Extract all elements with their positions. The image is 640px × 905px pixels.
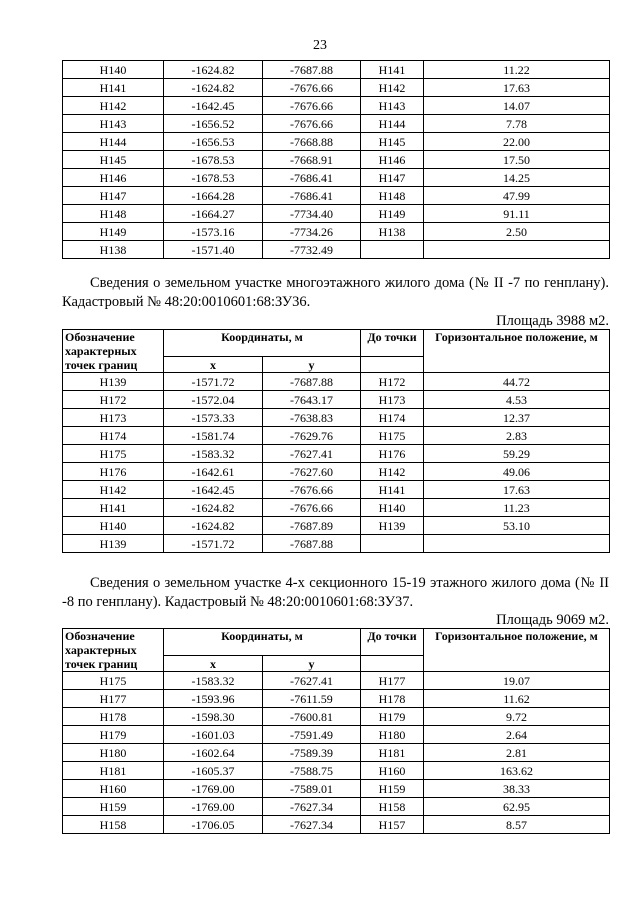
- table-cell: Н149: [361, 205, 424, 223]
- table-cell: Н142: [63, 481, 164, 499]
- header-horizontal: Горизонтальное положение, м: [424, 629, 610, 672]
- table-cell: Н139: [63, 535, 164, 553]
- table-cell: -1571.72: [164, 373, 263, 391]
- table-cell: Н174: [63, 427, 164, 445]
- table-cell: 12.37: [424, 409, 610, 427]
- table-cell: [424, 535, 610, 553]
- table-cell: Н149: [63, 223, 164, 241]
- table-row: [63, 169, 610, 187]
- table-cell: 7.78: [424, 115, 610, 133]
- table-cell: -7588.75: [263, 762, 361, 780]
- table-cell: [424, 241, 610, 259]
- table-cell: Н141: [361, 481, 424, 499]
- table-cell: -7668.88: [263, 133, 361, 151]
- table-cell: -7627.60: [263, 463, 361, 481]
- table-cell: -7732.49: [263, 241, 361, 259]
- table-cell: Н143: [63, 115, 164, 133]
- table-cell: -1624.82: [164, 517, 263, 535]
- table-cell: Н147: [361, 169, 424, 187]
- table-cell: Н144: [63, 133, 164, 151]
- table-cell: -7627.34: [263, 798, 361, 816]
- table-cell: -7687.88: [263, 535, 361, 553]
- table-cell: 38.33: [424, 780, 610, 798]
- header-point: Обозначение характерных точек границ: [63, 330, 164, 373]
- table-cell: Н160: [63, 780, 164, 798]
- table-cell: -1642.45: [164, 481, 263, 499]
- parcel-zu37-area: Площадь 9069 м2.: [496, 612, 609, 628]
- table-cell: -7676.66: [263, 97, 361, 115]
- coordinates-table-zu37: [62, 628, 610, 834]
- table-cell: Н148: [361, 187, 424, 205]
- table-cell: -1678.53: [164, 169, 263, 187]
- table-cell: Н181: [63, 762, 164, 780]
- table-cell: Н141: [63, 79, 164, 97]
- table-cell: -1581.74: [164, 427, 263, 445]
- table-cell: -7627.34: [263, 816, 361, 834]
- table-cell: Н159: [361, 780, 424, 798]
- table-cell: Н139: [63, 373, 164, 391]
- table-cell: -1642.61: [164, 463, 263, 481]
- table-cell: -1656.52: [164, 115, 263, 133]
- table-row: [63, 535, 610, 553]
- page-number: 23: [313, 38, 327, 53]
- table-row: [63, 798, 610, 816]
- table-cell: Н177: [361, 672, 424, 690]
- table-cell: Н180: [361, 726, 424, 744]
- table-cell: 91.11: [424, 205, 610, 223]
- table-cell: -1624.82: [164, 499, 263, 517]
- table2-body: [63, 373, 610, 553]
- table-row: [63, 409, 610, 427]
- table-cell: Н140: [63, 61, 164, 79]
- table-cell: Н141: [361, 61, 424, 79]
- table-cell: Н146: [63, 169, 164, 187]
- table-cell: -1598.30: [164, 708, 263, 726]
- table-cell: Н180: [63, 744, 164, 762]
- table-cell: 19.07: [424, 672, 610, 690]
- table-cell: Н179: [361, 708, 424, 726]
- table-cell: 14.07: [424, 97, 610, 115]
- table-cell: [361, 241, 424, 259]
- table-cell: 17.50: [424, 151, 610, 169]
- table-cell: -1769.00: [164, 780, 263, 798]
- table-cell: Н178: [361, 690, 424, 708]
- table-cell: 62.95: [424, 798, 610, 816]
- table-cell: -7668.91: [263, 151, 361, 169]
- table-cell: -7589.39: [263, 744, 361, 762]
- table-row: [63, 726, 610, 744]
- header-to-point: До точки: [361, 629, 424, 656]
- table-cell: Н172: [361, 373, 424, 391]
- table-cell: 2.50: [424, 223, 610, 241]
- table-cell: -7600.81: [263, 708, 361, 726]
- coordinates-table-zu36: [62, 329, 610, 553]
- table-row: [63, 816, 610, 834]
- table-cell: Н142: [361, 463, 424, 481]
- table-row: [63, 672, 610, 690]
- table-row: [63, 499, 610, 517]
- table-cell: 11.62: [424, 690, 610, 708]
- parcel-zu36-description: Сведения о земельном участке многоэтажного жилого дома (№ II -7 по генплану). Кадастровый № 48:20:0010601:68:ЗУ36.: [62, 275, 609, 310]
- table-cell: -1769.00: [164, 798, 263, 816]
- table-cell: Н148: [63, 205, 164, 223]
- table-cell: -7687.88: [263, 61, 361, 79]
- table-row: [63, 762, 610, 780]
- table-cell: 163.62: [424, 762, 610, 780]
- table-cell: -7627.41: [263, 445, 361, 463]
- table1-body: [63, 61, 610, 259]
- table-cell: -7676.66: [263, 79, 361, 97]
- table-row: [63, 463, 610, 481]
- table3-body: [63, 672, 610, 834]
- table-cell: 17.63: [424, 481, 610, 499]
- table-row: [63, 115, 610, 133]
- header-coords: Координаты, м: [164, 629, 361, 656]
- table-cell: 14.25: [424, 169, 610, 187]
- header-x: x: [164, 357, 263, 373]
- table-cell: Н145: [361, 133, 424, 151]
- table-cell: Н173: [361, 391, 424, 409]
- table-cell: Н172: [63, 391, 164, 409]
- table-cell: -1678.53: [164, 151, 263, 169]
- table-cell: Н176: [361, 445, 424, 463]
- table-cell: Н159: [63, 798, 164, 816]
- table-cell: Н181: [361, 744, 424, 762]
- table-cell: Н138: [361, 223, 424, 241]
- parcel-zu37-description: Сведения о земельном участке 4-х секционного 15-19 этажного жилого дома (№ II -8 по генплану). Кадастровый № 48:20:0010601:68:ЗУ37.: [62, 575, 609, 610]
- table-cell: -1593.96: [164, 690, 263, 708]
- table-row: [63, 373, 610, 391]
- header-coords: Координаты, м: [164, 330, 361, 357]
- table-row: [63, 151, 610, 169]
- table-row: [63, 61, 610, 79]
- table-row: [63, 427, 610, 445]
- header-blank: [361, 357, 424, 373]
- table-cell: -7676.66: [263, 481, 361, 499]
- table-cell: -7611.59: [263, 690, 361, 708]
- table-cell: -7676.66: [263, 499, 361, 517]
- table-cell: -1664.27: [164, 205, 263, 223]
- table-cell: -7638.83: [263, 409, 361, 427]
- table-cell: Н177: [63, 690, 164, 708]
- table-cell: Н158: [361, 798, 424, 816]
- table-cell: -1583.32: [164, 445, 263, 463]
- table-cell: 49.06: [424, 463, 610, 481]
- table-cell: 9.72: [424, 708, 610, 726]
- table-cell: -7589.01: [263, 780, 361, 798]
- table-cell: -1602.64: [164, 744, 263, 762]
- table-cell: 2.81: [424, 744, 610, 762]
- table-cell: -7676.66: [263, 115, 361, 133]
- table-cell: -1572.04: [164, 391, 263, 409]
- table-cell: Н141: [63, 499, 164, 517]
- table-cell: Н175: [63, 445, 164, 463]
- table-cell: 53.10: [424, 517, 610, 535]
- table-cell: Н142: [361, 79, 424, 97]
- table-cell: -7643.17: [263, 391, 361, 409]
- table-cell: -1624.82: [164, 61, 263, 79]
- table-cell: [361, 535, 424, 553]
- table-cell: Н146: [361, 151, 424, 169]
- table-row: [63, 133, 610, 151]
- table-cell: Н139: [361, 517, 424, 535]
- table-cell: -7687.89: [263, 517, 361, 535]
- table-cell: Н175: [361, 427, 424, 445]
- table-row: [63, 690, 610, 708]
- table-cell: Н138: [63, 241, 164, 259]
- table-cell: Н174: [361, 409, 424, 427]
- table-row: [63, 205, 610, 223]
- table-row: [63, 187, 610, 205]
- table-cell: -1605.37: [164, 762, 263, 780]
- table-cell: -1706.05: [164, 816, 263, 834]
- table-cell: 8.57: [424, 816, 610, 834]
- table-cell: 2.83: [424, 427, 610, 445]
- header-to-point: До точки: [361, 330, 424, 357]
- coordinates-table-continued: [62, 60, 610, 259]
- table-cell: Н178: [63, 708, 164, 726]
- table-cell: Н175: [63, 672, 164, 690]
- table-row: [63, 744, 610, 762]
- table-cell: -7686.41: [263, 187, 361, 205]
- table-cell: 11.23: [424, 499, 610, 517]
- table-row: [63, 241, 610, 259]
- table-row: [63, 97, 610, 115]
- table-cell: 59.29: [424, 445, 610, 463]
- table-cell: Н158: [63, 816, 164, 834]
- table-cell: -7686.41: [263, 169, 361, 187]
- table-row: [63, 780, 610, 798]
- table-cell: Н144: [361, 115, 424, 133]
- table-cell: -1571.40: [164, 241, 263, 259]
- table-cell: -1656.53: [164, 133, 263, 151]
- table-row: [63, 223, 610, 241]
- table-cell: Н173: [63, 409, 164, 427]
- table-cell: -7734.40: [263, 205, 361, 223]
- table-row: [63, 445, 610, 463]
- table-cell: Н140: [63, 517, 164, 535]
- table-cell: Н142: [63, 97, 164, 115]
- table-cell: -1573.16: [164, 223, 263, 241]
- table-cell: 47.99: [424, 187, 610, 205]
- table-cell: -7734.26: [263, 223, 361, 241]
- table-cell: -7629.76: [263, 427, 361, 445]
- header-y: y: [263, 656, 361, 672]
- table-cell: Н145: [63, 151, 164, 169]
- table-row: [63, 517, 610, 535]
- header-horizontal: Горизонтальное положение, м: [424, 330, 610, 373]
- table-cell: Н176: [63, 463, 164, 481]
- table-cell: -1573.33: [164, 409, 263, 427]
- table-cell: Н140: [361, 499, 424, 517]
- table-row: [63, 391, 610, 409]
- table-cell: Н147: [63, 187, 164, 205]
- table-cell: 4.53: [424, 391, 610, 409]
- parcel-zu36-area: Площадь 3988 м2.: [496, 313, 609, 329]
- table-cell: -1583.32: [164, 672, 263, 690]
- table-cell: Н179: [63, 726, 164, 744]
- table-row: [63, 708, 610, 726]
- table-row: [63, 481, 610, 499]
- table-cell: 2.64: [424, 726, 610, 744]
- table-cell: Н160: [361, 762, 424, 780]
- table-cell: 22.00: [424, 133, 610, 151]
- table-cell: -7687.88: [263, 373, 361, 391]
- table-cell: 17.63: [424, 79, 610, 97]
- table-cell: Н157: [361, 816, 424, 834]
- table-cell: 11.22: [424, 61, 610, 79]
- table-cell: -7591.49: [263, 726, 361, 744]
- table-cell: -1664.28: [164, 187, 263, 205]
- header-blank: [361, 656, 424, 672]
- table-cell: -1642.45: [164, 97, 263, 115]
- table-cell: 44.72: [424, 373, 610, 391]
- table-cell: -1601.03: [164, 726, 263, 744]
- table-cell: Н143: [361, 97, 424, 115]
- table-cell: -7627.41: [263, 672, 361, 690]
- table-cell: -1624.82: [164, 79, 263, 97]
- header-y: y: [263, 357, 361, 373]
- header-point: Обозначение характерных точек границ: [63, 629, 164, 672]
- table-row: [63, 79, 610, 97]
- header-x: x: [164, 656, 263, 672]
- table-cell: -1571.72: [164, 535, 263, 553]
